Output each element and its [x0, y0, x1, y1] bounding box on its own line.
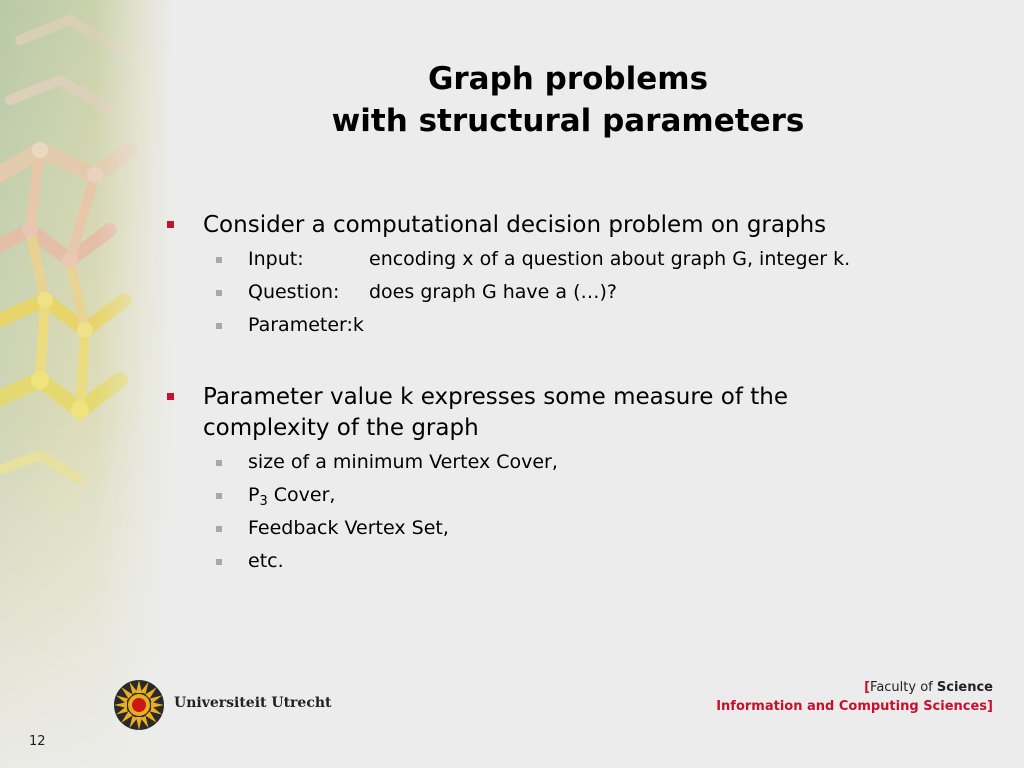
sub-bullet-text-pre: P	[248, 484, 260, 506]
bullet-1	[165, 210, 985, 241]
sub-bullet-vertex-cover	[165, 446, 985, 479]
faculty-of-text: Faculty of	[870, 680, 937, 695]
sub-bullet-text: k	[352, 314, 364, 336]
square-bullet-icon	[216, 559, 222, 565]
square-bullet-icon	[216, 290, 222, 296]
sub-bullet-text: does graph G have a (…)?	[369, 281, 617, 303]
bullet-2-text: Parameter value k expresses some measure of the complexity of the graph	[203, 384, 788, 441]
decorative-side-image	[0, 0, 175, 768]
faculty-label	[716, 678, 993, 716]
sub-bullet-label: Parameter:	[248, 314, 353, 336]
title-line-1: Graph problems	[427, 61, 709, 97]
slide-content	[165, 210, 985, 578]
square-bullet-icon	[216, 493, 222, 499]
bullet-1-text: Consider a computational decision problem on graphs	[203, 212, 827, 238]
open-bracket: [	[864, 680, 871, 695]
sub-bullet-text: etc.	[248, 550, 284, 572]
bullet-2	[165, 382, 985, 444]
square-bullet-icon	[216, 526, 222, 532]
sub-bullet-etc	[165, 545, 985, 578]
square-bullet-icon	[167, 221, 174, 228]
faculty-science-text: Science	[936, 680, 993, 695]
university-logo	[112, 678, 332, 732]
sub-bullet-label: Input:	[248, 248, 304, 270]
sub-bullet-text: encoding x of a question about graph G, integer k.	[369, 248, 851, 270]
sub-bullet-feedback-vertex-set	[165, 512, 985, 545]
sub-bullet-text-post: Cover,	[267, 484, 336, 506]
square-bullet-icon	[216, 323, 222, 329]
subscript: 3	[259, 494, 268, 509]
university-name: Universiteit Utrecht	[174, 695, 332, 711]
sub-bullet-input	[165, 243, 985, 276]
title-line-2: with structural parameters	[331, 103, 805, 139]
department-text: Information and Computing Sciences	[716, 699, 988, 714]
sub-bullet-p3-cover	[165, 479, 985, 512]
slide-title	[200, 58, 936, 142]
square-bullet-icon	[167, 393, 174, 400]
close-bracket: ]	[987, 699, 993, 714]
sun-seal-icon	[112, 678, 166, 732]
square-bullet-icon	[216, 257, 222, 263]
sub-bullet-label: Question:	[248, 281, 340, 303]
sub-bullet-text: Feedback Vertex Set,	[248, 517, 449, 539]
square-bullet-icon	[216, 460, 222, 466]
sub-bullet-parameter	[165, 309, 985, 342]
page-number: 12	[29, 734, 46, 749]
sub-bullet-question	[165, 276, 985, 309]
sub-bullet-text: size of a minimum Vertex Cover,	[248, 451, 558, 473]
